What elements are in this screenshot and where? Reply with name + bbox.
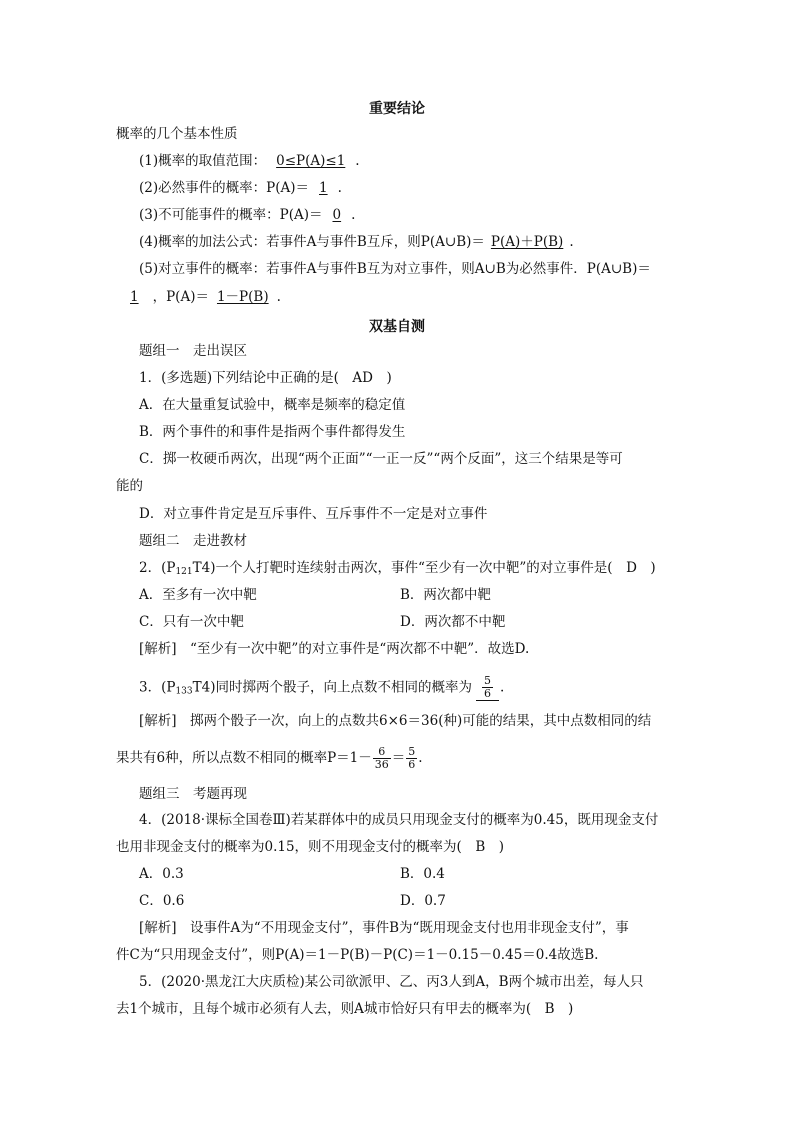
answer-fraction: $\frac{5}{6}$ [476,675,499,701]
answer-blank: 0 [332,207,342,223]
q4-option-c: C．0.6 [139,893,185,909]
property-1: (1)概率的取值范围： 0≤P(A)≤1 . [139,153,360,169]
answer-blank: P(A)＋P(B) [490,234,564,250]
question-1: 1．(多选题)下列结论中正确的是( AD ) [139,370,392,386]
question-3: 3．$(P_{133}T4)$同时掷两个骰子，向上点数不相同的概率为 $\frac{5}{6}$ . [139,674,505,700]
q1-option-a: A．在大量重复试验中，概率是频率的稳定值 [139,397,406,413]
q2-option-a: A．至多有一次中靶 [139,587,257,603]
property-5: (5)对立事件的概率：若事件A与事件B互为对立事件，则A∪B为必然事件．P(A∪B)＝ [139,261,651,277]
property-3: (3)不可能事件的概率：P(A)＝ 0 . [139,207,356,223]
question-4: 4．(2018·课标全国卷Ⅲ)若某群体中的成员只用现金支付的概率为0.45，既用现金支付 [139,812,659,828]
property-5-cont: 1 ，P(A)＝ 1－P(B) . [116,289,281,305]
property-2: (2)必然事件的概率：P(A)＝ 1 . [139,180,342,196]
section-heading-conclusions: 重要结论 [369,101,425,117]
q4-option-b: B．0.4 [400,866,445,882]
section-heading-self-test: 双基自测 [369,319,425,335]
q1-option-b: B．两个事件的和事件是指两个事件都得发生 [139,424,406,440]
fraction: $\frac{6}{36}$ [374,745,389,771]
answer-blank: 1 [130,289,139,305]
question-2: 2．$(P_{121}T4)$一个人打靶时连续射击两次，事件“至少有一次中靶”的对立事件是( D ) [139,560,656,577]
fraction: $\frac{5}{6}$ [408,745,416,771]
answer-blank: 0≤P(A)≤1 [276,153,346,169]
question-5-cont: 去1个城市，且每个城市必须有人去，则A城市恰好只有甲去的概率为( B ) [116,1001,574,1017]
group3-title: 题组三 考题再现 [139,786,247,802]
q4-option-d: D．0.7 [400,893,446,909]
group2-title: 题组二 走进教材 [139,533,247,549]
q2-option-b: B．两次都中靶 [400,587,491,603]
question-4-cont: 也用非现金支付的概率为0.15，则不用现金支付的概率为( B ) [116,839,505,855]
q2-option-c: C．只有一次中靶 [139,614,244,630]
question-5: 5．(2020·黑龙江大庆质检)某公司欲派甲、乙、丙3人到A，B两个城市出差，每人只 [139,974,644,990]
q3-solution-line2: 果共有6种，所以点数不相同的概率P＝1－ $\frac{6}{36}$ ＝ $\frac{5}{6}$ . [116,745,423,771]
q3-solution-line1: [解析] 掷两个骰子一次，向上的点数共6×6＝36(种)可能的结果，其中点数相同的结 [139,713,652,729]
basic-properties-title: 概率的几个基本性质 [116,126,238,142]
group1-title: 题组一 走出误区 [139,343,247,359]
q4-solution-line2: 件C为“只用现金支付”，则P(A)＝1－P(B)－P(C)＝1－0.15－0.45＝0.4故选B. [116,947,599,963]
q4-solution-line1: [解析] 设事件A为“不用现金支付”，事件B为“既用现金支付也用非现金支付”，事 [139,920,629,936]
q1-option-c: C．掷一枚硬币两次，出现“两个正面”“一正一反”“两个反面”，这三个结果是等可 [139,451,623,467]
q4-option-a: A．0.3 [139,866,184,882]
q2-option-d: D．两次都不中靶 [400,614,506,630]
answer-blank: 1 [319,180,328,196]
q1-option-c-cont: 能的 [116,478,143,494]
q2-solution: [解析] “至少有一次中靶”的对立事件是“两次都不中靶”．故选D. [139,641,530,657]
answer-blank: 1－P(B) [216,289,269,305]
property-4: (4)概率的加法公式：若事件A与事件B互斥，则P(A∪B)＝ P(A)＋P(B) . [139,234,574,250]
q1-option-d: D．对立事件肯定是互斥事件、互斥事件不一定是对立事件 [139,506,488,522]
